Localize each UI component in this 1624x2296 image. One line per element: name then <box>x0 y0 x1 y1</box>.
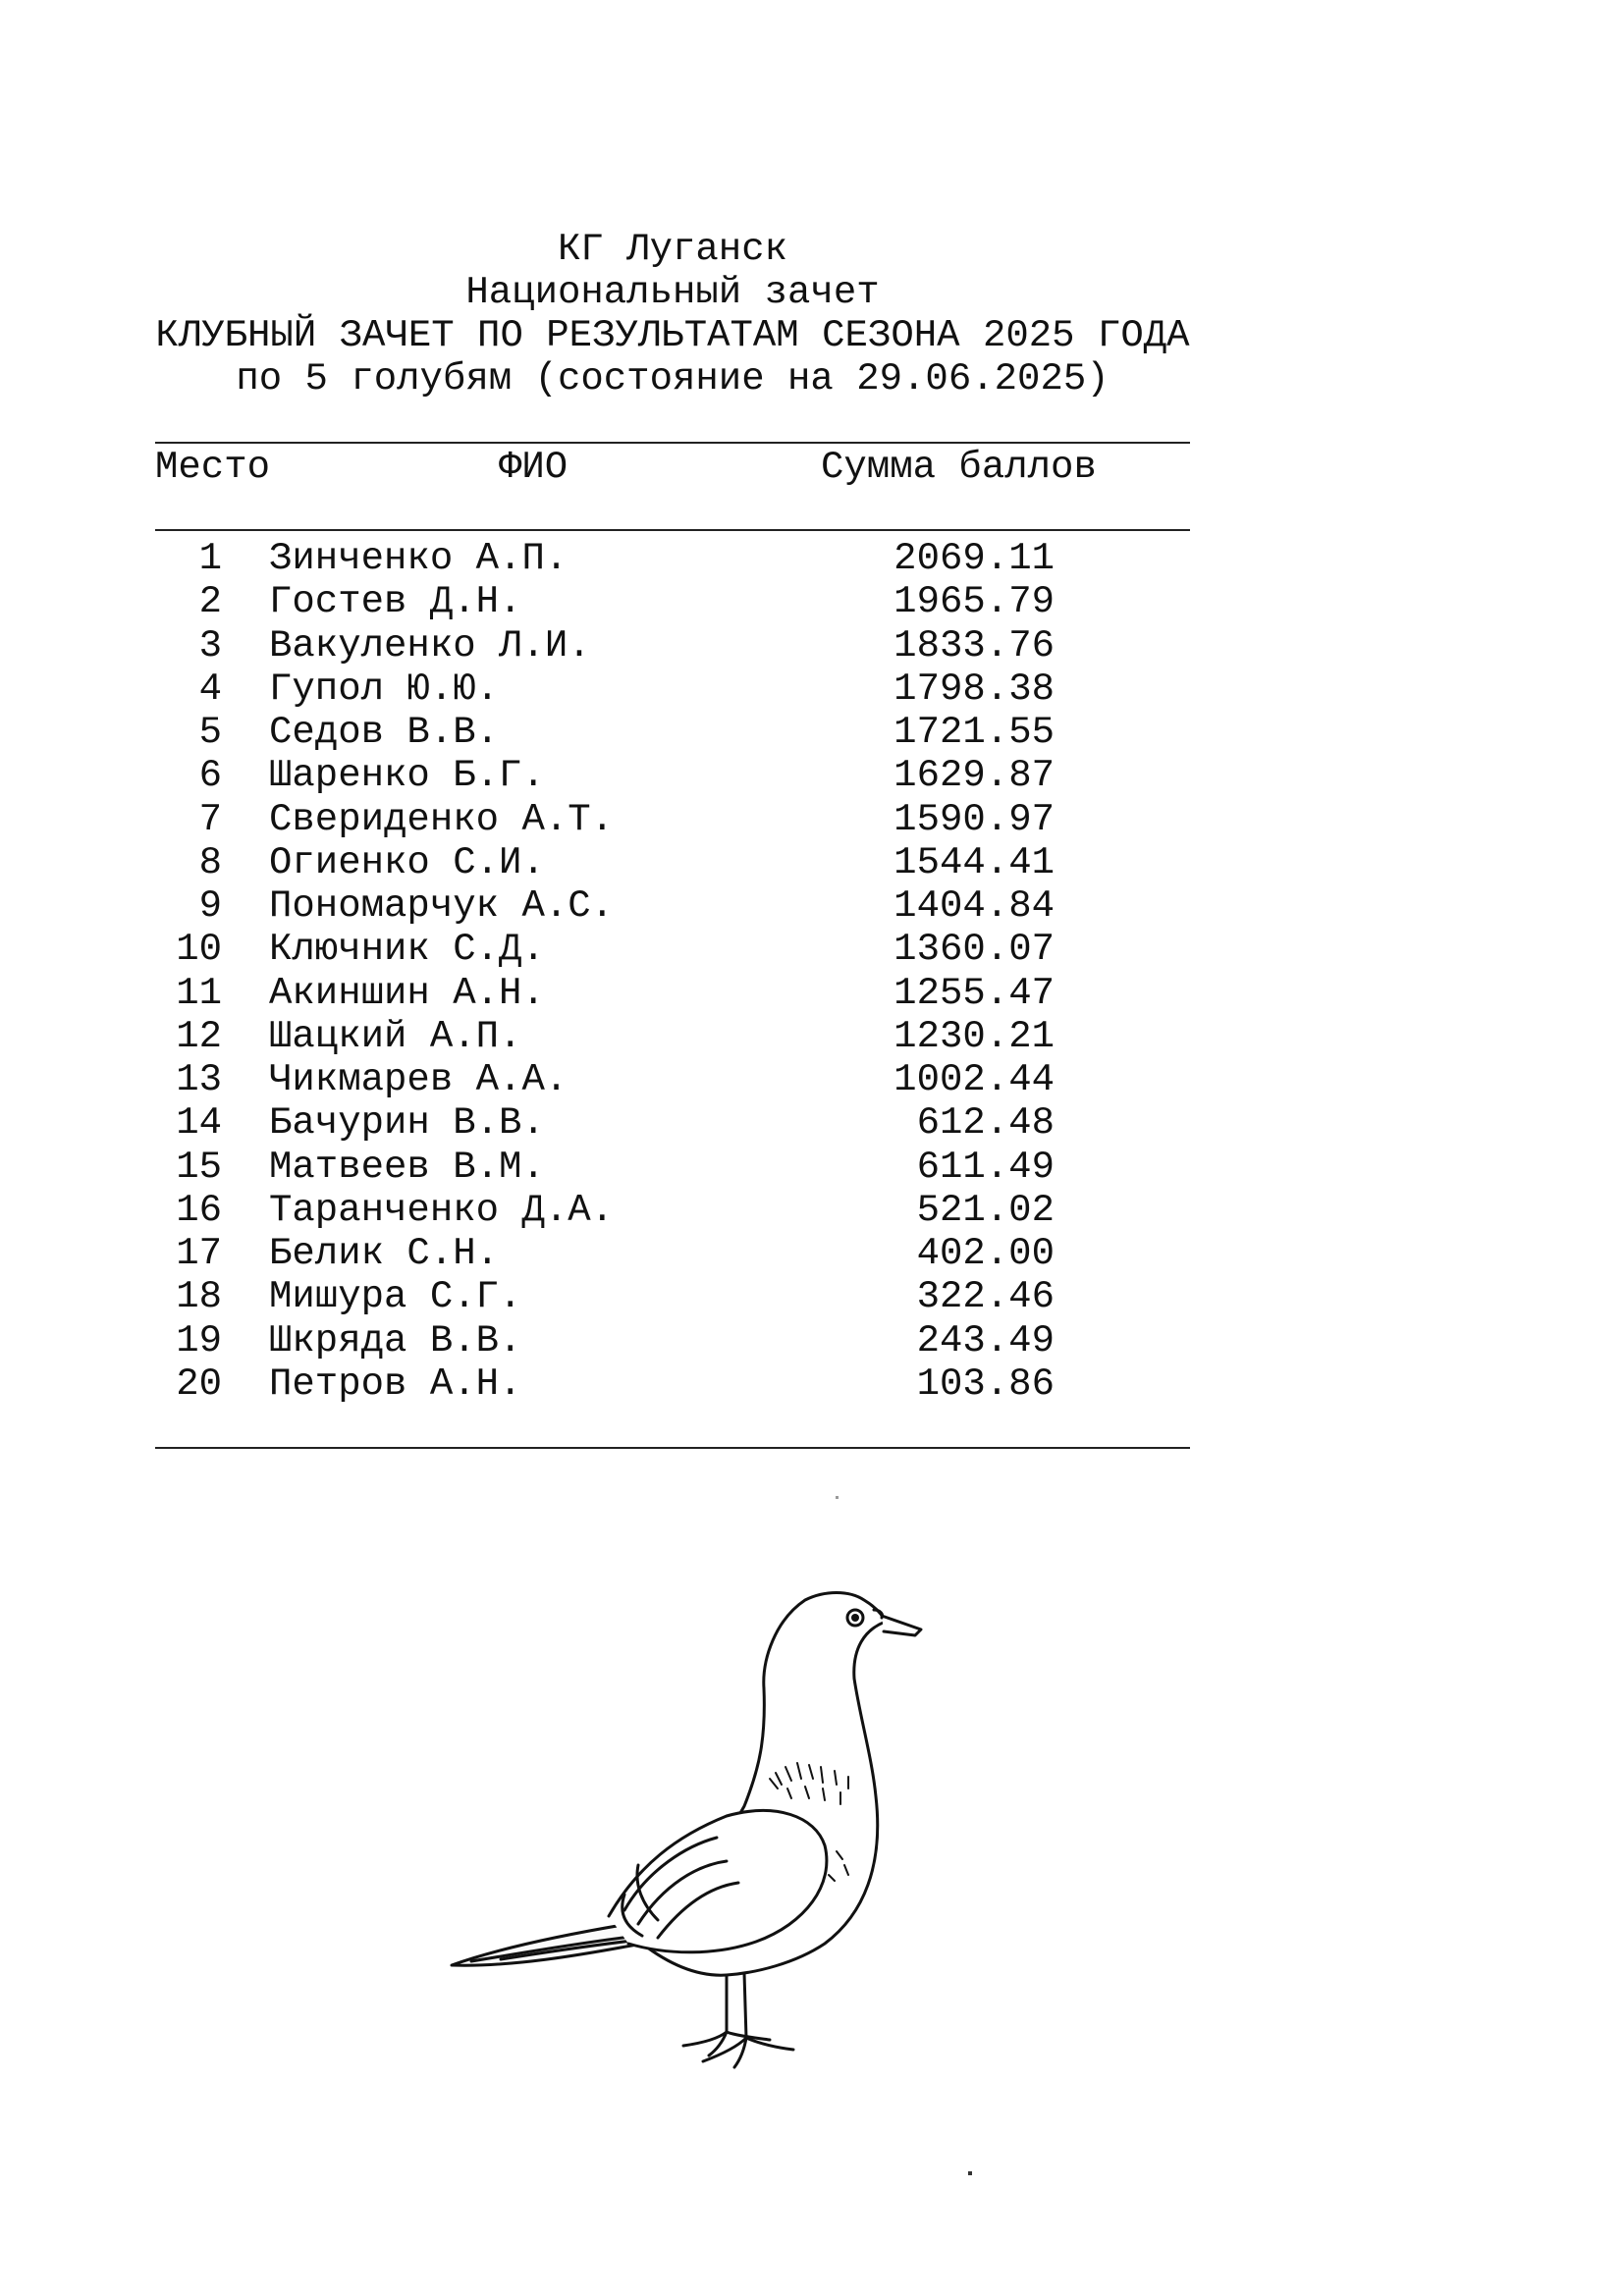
score-cell: 2069.11 <box>893 537 1055 580</box>
column-header-rank: Место <box>155 446 271 489</box>
score-cell: 1833.76 <box>893 624 1055 667</box>
rank-cell: 11 <box>176 972 222 1015</box>
score-cell: 1002.44 <box>893 1058 1055 1101</box>
score-cell: 1404.84 <box>893 884 1055 928</box>
report-subtitle: по 5 голубям (состояние на 29.06.2025) <box>236 357 1110 400</box>
name-cell: Бачурин В.В. <box>269 1101 545 1145</box>
rank-cell: 13 <box>176 1058 222 1101</box>
table-row <box>0 1015 1624 1058</box>
name-cell: Пономарчук А.С. <box>269 884 615 928</box>
name-cell: Гостев Д.Н. <box>269 580 522 623</box>
table-row <box>0 841 1624 884</box>
table-row <box>0 711 1624 754</box>
table-row <box>0 1362 1624 1406</box>
name-cell: Гупол Ю.Ю. <box>269 667 500 711</box>
score-cell: 103.86 <box>916 1362 1055 1406</box>
name-cell: Шацкий А.П. <box>269 1015 522 1058</box>
scan-speck <box>968 2171 972 2175</box>
table-row <box>0 1058 1624 1101</box>
rank-cell: 19 <box>176 1319 222 1362</box>
divider-bottom <box>155 1447 1190 1449</box>
name-cell: Свериденко А.Т. <box>269 798 615 841</box>
table-row <box>0 1189 1624 1232</box>
name-cell: Мишура С.Г. <box>269 1275 522 1318</box>
divider-top <box>155 442 1190 444</box>
rank-cell: 1 <box>198 537 222 580</box>
rank-cell: 15 <box>176 1146 222 1189</box>
name-cell: Зинченко А.П. <box>269 537 568 580</box>
score-cell: 1360.07 <box>893 928 1055 971</box>
score-cell: 1721.55 <box>893 711 1055 754</box>
name-cell: Таранченко Д.А. <box>269 1189 615 1232</box>
rank-cell: 8 <box>198 841 222 884</box>
table-row <box>0 884 1624 928</box>
rank-cell: 20 <box>176 1362 222 1406</box>
name-cell: Шкряда В.В. <box>269 1319 522 1362</box>
name-cell: Чикмарев А.А. <box>269 1058 568 1101</box>
name-cell: Ключник С.Д. <box>269 928 545 971</box>
name-cell: Вакуленко Л.И. <box>269 624 591 667</box>
table-row <box>0 580 1624 623</box>
score-cell: 1965.79 <box>893 580 1055 623</box>
rank-cell: 6 <box>198 754 222 797</box>
score-cell: 521.02 <box>916 1189 1055 1232</box>
table-row <box>0 1275 1624 1318</box>
table-row <box>0 928 1624 971</box>
score-cell: 1798.38 <box>893 667 1055 711</box>
rank-cell: 4 <box>198 667 222 711</box>
rank-cell: 3 <box>198 624 222 667</box>
name-cell: Огиенко С.И. <box>269 841 545 884</box>
score-cell: 243.49 <box>916 1319 1055 1362</box>
pigeon-icon <box>432 1571 943 2120</box>
divider-header <box>155 529 1190 531</box>
table-row <box>0 1232 1624 1275</box>
table-row <box>0 1146 1624 1189</box>
table-row <box>0 667 1624 711</box>
rank-cell: 12 <box>176 1015 222 1058</box>
name-cell: Матвеев В.М. <box>269 1146 545 1189</box>
table-row <box>0 537 1624 580</box>
score-cell: 1544.41 <box>893 841 1055 884</box>
scan-speck <box>836 1496 839 1499</box>
name-cell: Шаренко Б.Г. <box>269 754 545 797</box>
rank-cell: 5 <box>198 711 222 754</box>
rank-cell: 14 <box>176 1101 222 1145</box>
score-cell: 1230.21 <box>893 1015 1055 1058</box>
column-header-score: Сумма баллов <box>821 446 1097 489</box>
score-cell: 322.46 <box>916 1275 1055 1318</box>
table-row <box>0 1319 1624 1362</box>
rank-cell: 16 <box>176 1189 222 1232</box>
table-row <box>0 754 1624 797</box>
score-cell: 1629.87 <box>893 754 1055 797</box>
rank-cell: 7 <box>198 798 222 841</box>
score-cell: 612.48 <box>916 1101 1055 1145</box>
rank-cell: 17 <box>176 1232 222 1275</box>
score-cell: 611.49 <box>916 1146 1055 1189</box>
score-cell: 402.00 <box>916 1232 1055 1275</box>
score-cell: 1590.97 <box>893 798 1055 841</box>
table-row <box>0 1101 1624 1145</box>
name-cell: Седов В.В. <box>269 711 500 754</box>
rank-cell: 18 <box>176 1275 222 1318</box>
table-row <box>0 624 1624 667</box>
report-title: КЛУБНЫЙ ЗАЧЕТ ПО РЕЗУЛЬТАТАМ СЕЗОНА 2025 ГОДА <box>155 314 1190 357</box>
name-cell: Петров А.Н. <box>269 1362 522 1406</box>
rank-cell: 10 <box>176 928 222 971</box>
rank-cell: 9 <box>198 884 222 928</box>
table-row <box>0 798 1624 841</box>
column-header-name: ФИО <box>499 446 568 489</box>
table-row <box>0 972 1624 1015</box>
standings-type: Национальный зачет <box>465 271 880 314</box>
score-cell: 1255.47 <box>893 972 1055 1015</box>
rank-cell: 2 <box>198 580 222 623</box>
name-cell: Белик С.Н. <box>269 1232 500 1275</box>
club-title: КГ Луганск <box>557 228 788 271</box>
name-cell: Акиншин А.Н. <box>269 972 545 1015</box>
